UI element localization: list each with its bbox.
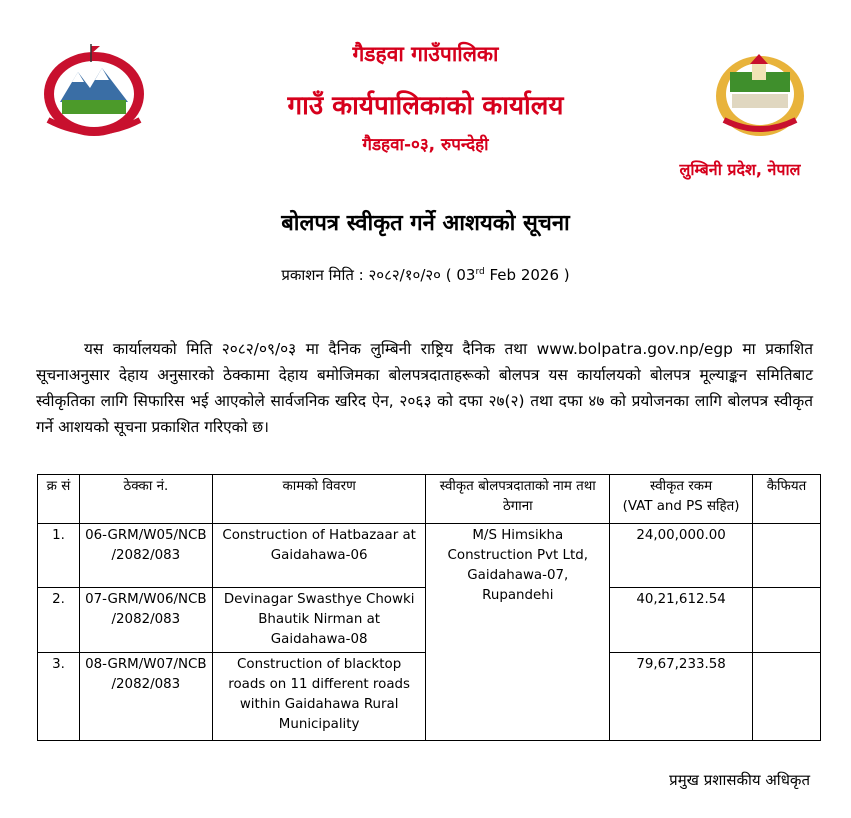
publication-date: प्रकाशन मिति : २०८२/१०/२० ( 03rd Feb 2026 )	[281, 266, 570, 284]
row-remarks	[753, 524, 821, 588]
row-amount: 24,00,000.00	[610, 524, 753, 588]
row-description: Construction of blacktop roads on 11 different roads within Gaidahawa Rural Municipality	[212, 653, 426, 741]
row-description: Construction of Hatbazaar at Gaidahawa-06	[212, 524, 426, 588]
municipality-name: गैडहवा गाउँपालिका	[352, 42, 499, 66]
table-header-row	[38, 475, 821, 524]
row-sn: 2.	[38, 588, 80, 653]
notice-title: बोलपत्र स्वीकृत गर्ने आशयको सूचना	[281, 211, 570, 236]
header-bidder: स्वीकृत बोलपत्रदाताको नाम तथा ठेगाना	[426, 475, 610, 524]
notice-body: यस कार्यालयको मिति २०८२/०९/०३ मा दैनिक लुम्बिनी राष्ट्रिय दैनिक तथा www.bolpatra.gov.np/egp मा प्रकाशित सूचनाअनुसार देहाय अनुसारको ठेक्कामा देहाय बमोजिमका बोलपत्रदाताहरूको बोलपत्र यस कार्यालयको बोलपत्र मूल्याङ्कन समितिबाट स्वीकृतिका लागि सिफारिस भई आएकोले सार्वजनिक खरिद ऐन, २०६३ को दफा २७(२) तथा दफा ४७ को प्रयोजनका लागि बोलपत्र स्वीकृत गर्ने आशयको सूचना प्रकाशित गरिएको छ।	[36, 340, 813, 436]
row-remarks	[753, 653, 821, 741]
row-contract-no: 08-GRM/W07/NCB /2082/083	[79, 653, 212, 741]
header-description: कामको विवरण	[212, 475, 426, 524]
row-sn: 3.	[38, 653, 80, 741]
signatory-title: प्रमुख प्रशासकीय अधिकृत	[669, 771, 810, 789]
row-contract-no: 07-GRM/W06/NCB /2082/083	[79, 588, 212, 653]
row-remarks	[753, 588, 821, 653]
header-amount: स्वीकृत रकम (VAT and PS सहित)	[610, 475, 753, 524]
header-contract-no: ठेक्का नं.	[79, 475, 212, 524]
row-sn: 1.	[38, 524, 80, 588]
office-address: गैडहवा-०३, रुपन्देही	[362, 135, 489, 155]
table-row	[38, 524, 821, 588]
header-sn: क्र सं	[38, 475, 80, 524]
province-name: लुम्बिनी प्रदेश, नेपाल	[679, 160, 801, 179]
row-description: Devinagar Swasthye Chowki Bhautik Nirman at Gaidahawa-08	[212, 588, 426, 653]
office-name: गाउँ कार्यपालिकाको कार्यालय	[287, 91, 564, 121]
header-remarks: कैफियत	[753, 475, 821, 524]
row-amount: 40,21,612.54	[610, 588, 753, 653]
row-amount: 79,67,233.58	[610, 653, 753, 741]
approved-bids-table	[37, 474, 821, 741]
row-contract-no: 06-GRM/W05/NCB /2082/083	[79, 524, 212, 588]
row-bidder: M/S Himsikha Construction Pvt Ltd, Gaidahawa-07, Rupandehi	[426, 524, 610, 741]
